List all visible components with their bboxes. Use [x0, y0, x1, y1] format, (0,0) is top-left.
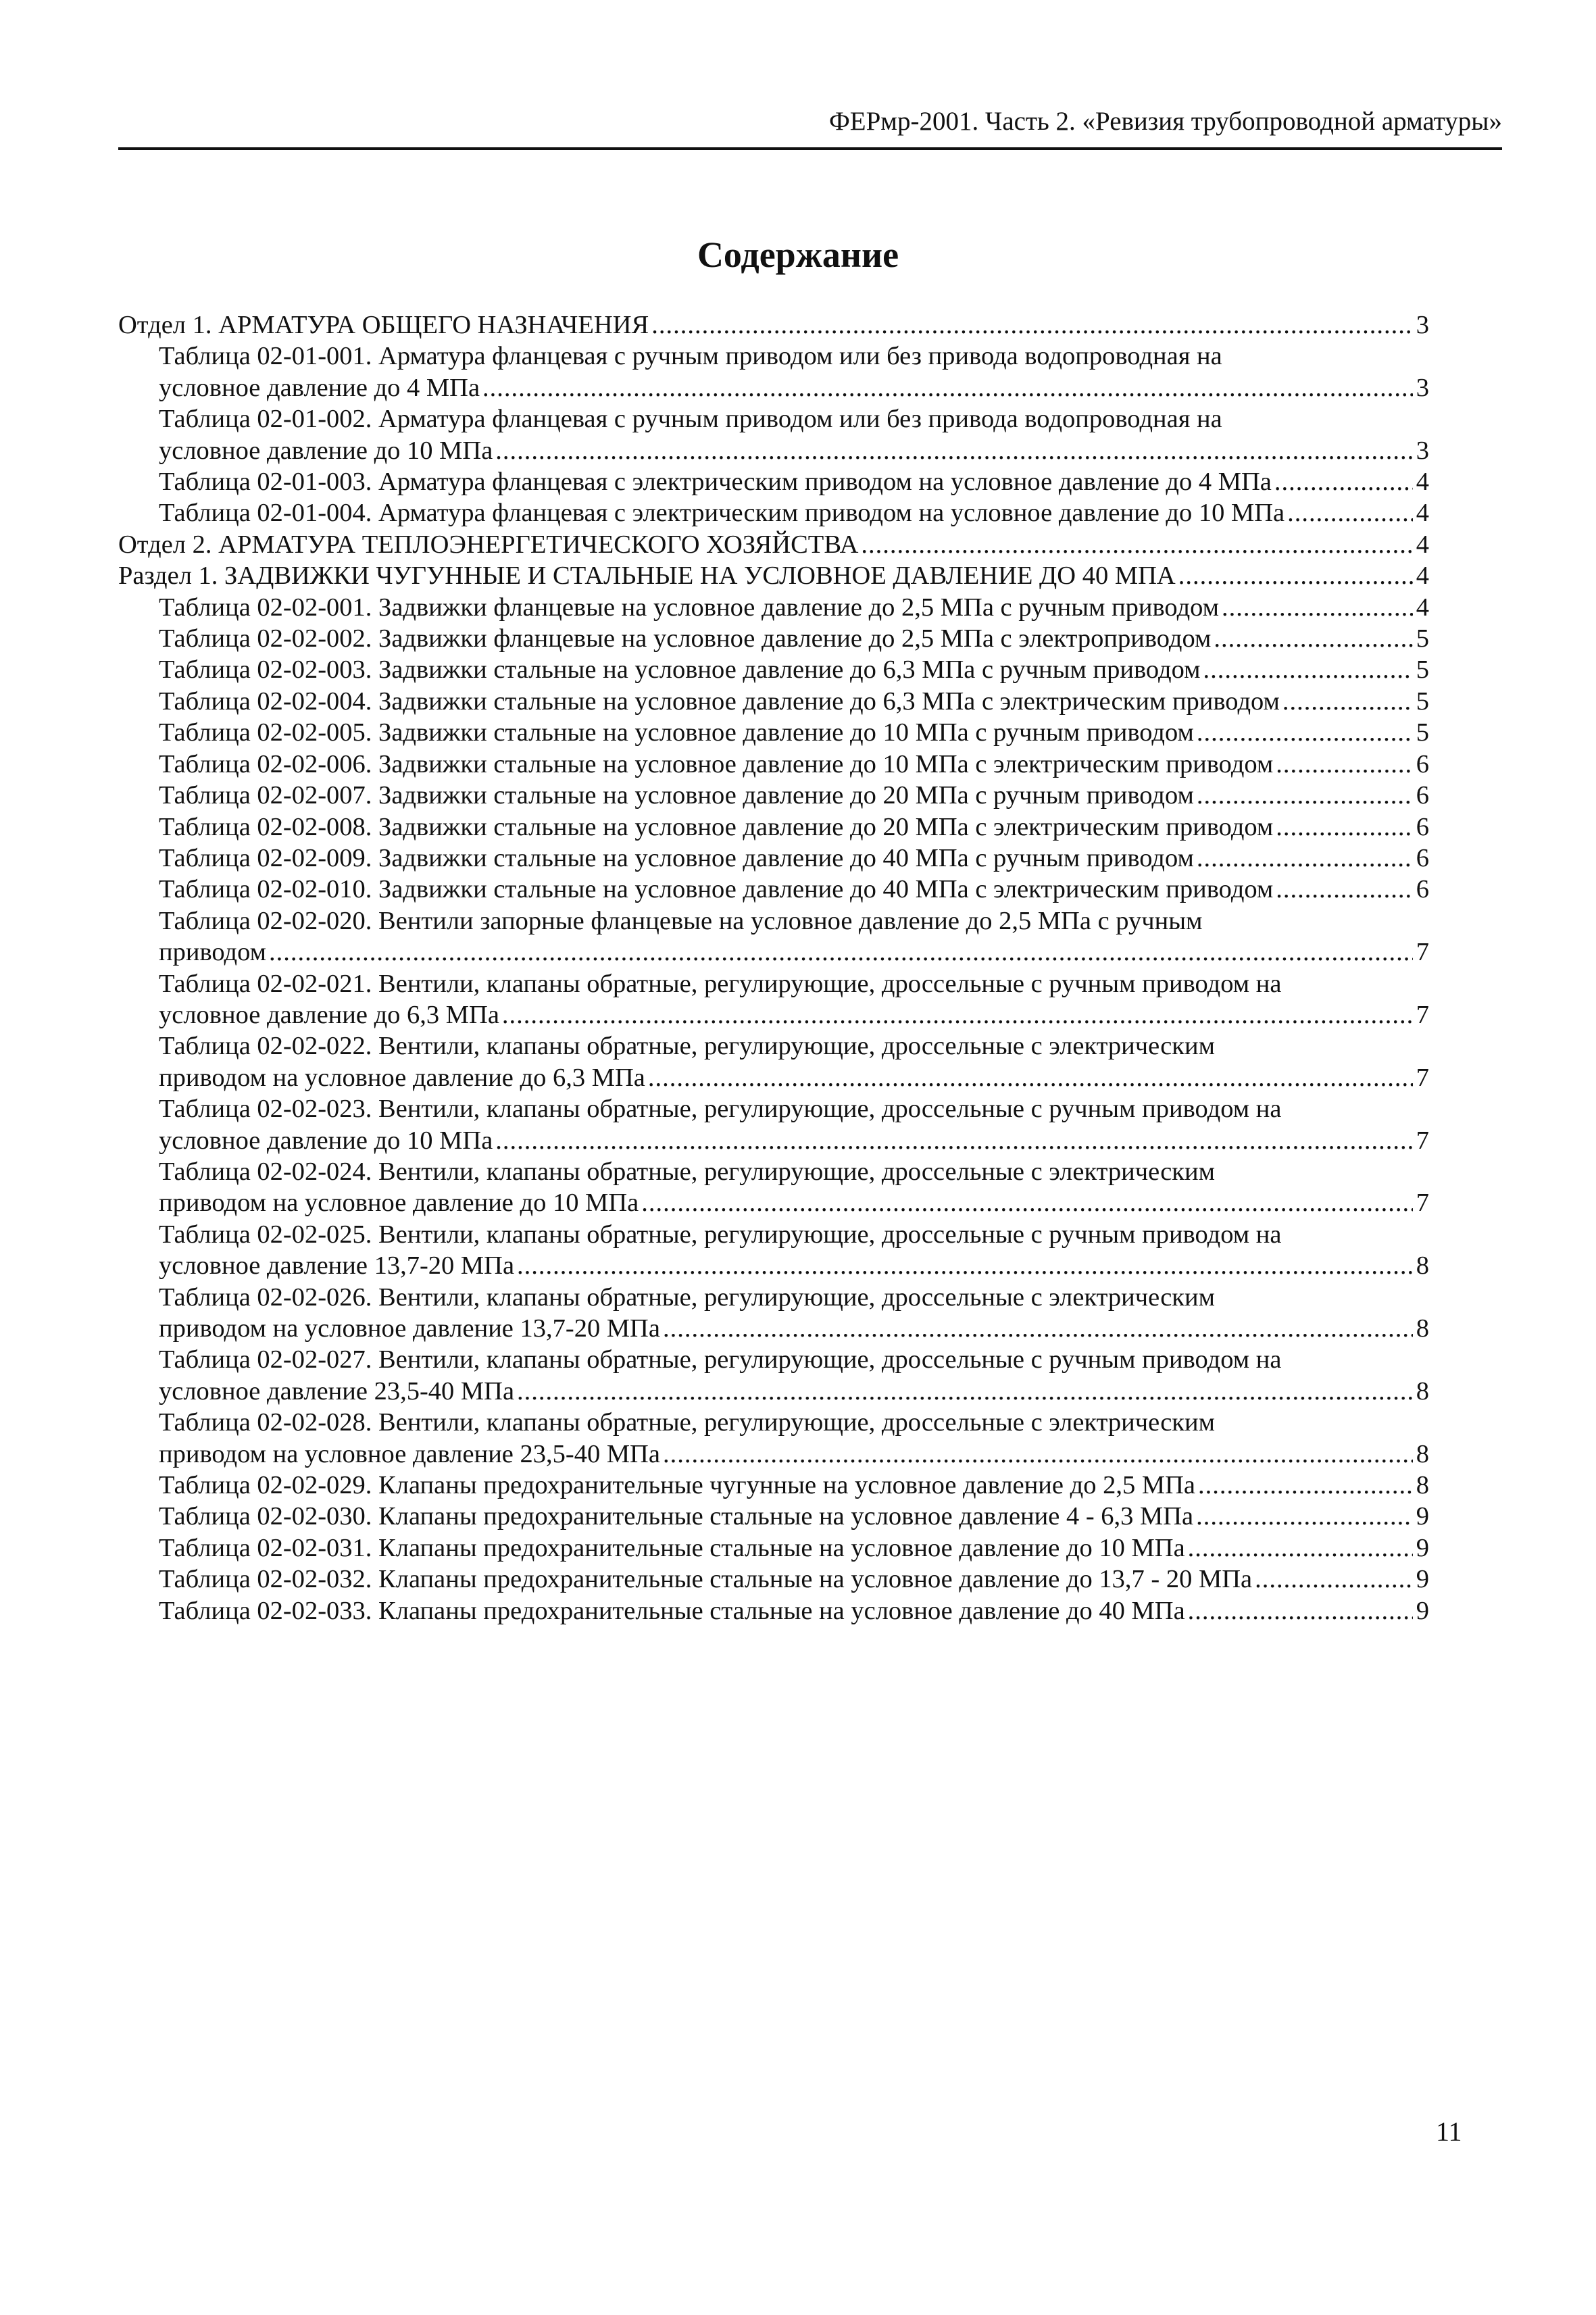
toc-entry-line — [159, 372, 1429, 403]
toc-dot-leader — [1196, 1501, 1413, 1532]
toc-entry-text: Таблица 02-02-029. Клапаны предохранительные чугунные на условное давление до 2,5 МПа — [159, 1471, 1195, 1500]
toc-page-number: 5 — [1416, 655, 1429, 684]
toc-page-number: 6 — [1416, 749, 1429, 778]
toc-page-number: 7 — [1416, 1126, 1429, 1155]
toc-table-entry[interactable] — [118, 497, 1429, 528]
toc-dot-leader — [1203, 654, 1413, 685]
toc-dot-leader — [1178, 560, 1413, 591]
toc-table-entry[interactable] — [118, 466, 1429, 497]
header-rule — [118, 147, 1502, 150]
toc-entry-text: приводом на условное давление до 6,3 МПа — [159, 1063, 645, 1092]
toc-table-entry[interactable] — [118, 812, 1429, 843]
toc-table-entry[interactable] — [118, 874, 1429, 905]
toc-table-entry[interactable] — [118, 1344, 1429, 1407]
toc-page-number: 8 — [1416, 1471, 1429, 1500]
toc-dot-leader — [1276, 874, 1413, 905]
toc-entry-text: Таблица 02-02-026. Вентили, клапаны обратные, регулирующие, дроссельные с электрическим — [159, 1283, 1215, 1312]
toc-dot-leader — [641, 1187, 1413, 1218]
toc-entry-line — [159, 1187, 1429, 1218]
toc-table-entry[interactable] — [118, 1564, 1429, 1595]
page-number: 11 — [1436, 2116, 1462, 2147]
toc-dot-leader — [482, 372, 1413, 403]
toc-dot-leader — [1214, 623, 1413, 654]
toc-table-entry[interactable] — [118, 717, 1429, 748]
toc-table-entry[interactable] — [118, 749, 1429, 780]
toc-page-number: 6 — [1416, 781, 1429, 810]
toc-page-number: 8 — [1416, 1439, 1429, 1468]
toc-entry-line — [159, 780, 1429, 811]
toc-entry-text: Таблица 02-02-027. Вентили, клапаны обратные, регулирующие, дроссельные с ручным приводом на — [159, 1345, 1282, 1374]
toc-entry-line — [159, 1439, 1429, 1470]
table-of-contents — [118, 309, 1429, 1626]
toc-entry-text: Таблица 02-02-010. Задвижки стальные на условное давление до 40 МПа с электрическим приводом — [159, 875, 1274, 904]
toc-entry-text: Таблица 02-02-008. Задвижки стальные на условное давление до 20 МПа с электрическим приводом — [159, 812, 1274, 841]
toc-table-entry[interactable] — [118, 1282, 1429, 1345]
toc-dot-leader — [648, 1062, 1413, 1093]
toc-entry-text: приводом на условное давление 23,5-40 МПа — [159, 1439, 660, 1468]
toc-entry-text: Отдел 2. АРМАТУРА ТЕПЛОЭНЕРГЕТИЧЕСКОГО ХОЗЯЙСТВА — [118, 530, 859, 559]
toc-entry-text: Таблица 02-02-002. Задвижки фланцевые на условное давление до 2,5 МПа с электроприводом — [159, 624, 1212, 653]
toc-page-number: 5 — [1416, 687, 1429, 716]
toc-entry-text: условное давление 13,7-20 МПа — [159, 1251, 515, 1280]
toc-entry-line — [159, 749, 1429, 780]
running-header: ФЕРмр-2001. Часть 2. «Ревизия трубопроводной арматуры» — [828, 107, 1502, 136]
toc-entry-text: Таблица 02-02-032. Клапаны предохранительные стальные на условное давление до 13,7 - 20 МПа — [159, 1565, 1253, 1594]
toc-page-number: 5 — [1416, 624, 1429, 653]
toc-entry-line — [159, 1595, 1429, 1626]
toc-page-number: 9 — [1416, 1565, 1429, 1594]
toc-entry-text: Таблица 02-02-023. Вентили, клапаны обратные, регулирующие, дроссельные с ручным приводом на — [159, 1095, 1282, 1124]
toc-dot-leader — [1276, 812, 1413, 843]
toc-table-entry[interactable] — [118, 1219, 1429, 1282]
toc-dot-leader — [1255, 1564, 1413, 1595]
toc-entry-line — [159, 497, 1429, 528]
toc-dot-leader — [1197, 780, 1413, 811]
toc-entry-text: Таблица 02-01-004. Арматура фланцевая с электрическим приводом на условное давление до 10 МПа — [159, 499, 1285, 528]
toc-entry-text: Таблица 02-01-002. Арматура фланцевая с ручным приводом или без привода водопроводная на — [159, 405, 1222, 434]
toc-dot-leader — [1188, 1595, 1413, 1626]
toc-entry-line — [159, 1564, 1429, 1595]
toc-entry-text: Таблица 02-01-001. Арматура фланцевая с ручным приводом или без привода водопроводная на — [159, 342, 1222, 371]
toc-page-number: 8 — [1416, 1314, 1429, 1343]
toc-dot-leader — [1287, 497, 1413, 528]
toc-entry-text: Таблица 02-02-004. Задвижки стальные на условное давление до 6,3 МПа с электрическим приводом — [159, 687, 1280, 716]
toc-entry-text: Таблица 02-02-003. Задвижки стальные на условное давление до 6,3 МПа с ручным приводом — [159, 655, 1201, 684]
toc-page-number: 4 — [1416, 593, 1429, 622]
toc-entry-line — [118, 309, 1429, 341]
toc-entry-line — [159, 999, 1429, 1030]
toc-entry-text: Таблица 02-02-033. Клапаны предохранительные стальные на условное давление до 40 МПа — [159, 1596, 1185, 1625]
toc-entry-text: Таблица 02-02-005. Задвижки стальные на условное давление до 10 МПа с ручным приводом — [159, 718, 1194, 747]
toc-table-entry[interactable] — [118, 968, 1429, 1031]
toc-page-number: 4 — [1416, 499, 1429, 528]
toc-dot-leader — [861, 529, 1413, 560]
toc-entry-text: условное давление 23,5-40 МПа — [159, 1376, 515, 1405]
toc-page-number: 6 — [1416, 875, 1429, 904]
toc-page-number: 4 — [1416, 562, 1429, 591]
toc-entry-text: Раздел 1. ЗАДВИЖКИ ЧУГУННЫЕ И СТАЛЬНЫЕ НА УСЛОВНОЕ ДАВЛЕНИЕ ДО 40 МПА — [118, 562, 1176, 591]
toc-entry-text: приводом — [159, 938, 266, 967]
toc-entry-text: Таблица 02-02-030. Клапаны предохранительные стальные на условное давление 4 - 6,3 МПа — [159, 1502, 1194, 1531]
toc-entry-line — [159, 686, 1429, 717]
toc-table-entry[interactable] — [118, 592, 1429, 623]
toc-dot-leader — [1276, 749, 1413, 780]
toc-table-entry[interactable] — [118, 1407, 1429, 1470]
toc-entry-text: приводом на условное давление 13,7-20 МПа — [159, 1314, 660, 1343]
toc-entry-text: Таблица 02-02-001. Задвижки фланцевые на условное давление до 2,5 МПа с ручным приводом — [159, 593, 1220, 622]
toc-dot-leader — [663, 1439, 1413, 1470]
toc-dot-leader — [663, 1313, 1413, 1344]
toc-entry-text: Таблица 02-02-031. Клапаны предохранительные стальные на условное давление до 10 МПа — [159, 1533, 1185, 1562]
toc-entry-line — [159, 937, 1429, 968]
toc-page-number: 9 — [1416, 1596, 1429, 1625]
toc-dot-leader — [1188, 1533, 1413, 1564]
toc-dot-leader — [1197, 843, 1413, 874]
toc-table-entry[interactable] — [118, 1093, 1429, 1156]
toc-table-entry[interactable] — [118, 780, 1429, 811]
toc-table-entry[interactable] — [118, 1595, 1429, 1626]
toc-entry-text: Таблица 02-02-009. Задвижки стальные на условное давление до 40 МПа с ручным приводом — [159, 843, 1194, 872]
toc-dot-leader — [517, 1250, 1413, 1281]
toc-dot-leader — [502, 999, 1413, 1030]
toc-entry-text: Таблица 02-02-021. Вентили, клапаны обратные, регулирующие, дроссельные с ручным приводом на — [159, 969, 1282, 998]
toc-dot-leader — [1282, 686, 1413, 717]
toc-table-entry[interactable] — [118, 1533, 1429, 1564]
toc-table-entry[interactable] — [118, 623, 1429, 654]
toc-section-entry[interactable] — [118, 309, 1429, 341]
toc-entry-text: Таблица 02-02-007. Задвижки стальные на условное давление до 20 МПа с ручным приводом — [159, 781, 1194, 810]
toc-entry-line — [159, 812, 1429, 843]
toc-table-entry[interactable] — [118, 1470, 1429, 1501]
toc-table-entry[interactable] — [118, 1030, 1429, 1093]
toc-entry-text: условное давление до 6,3 МПа — [159, 1000, 499, 1029]
toc-entry-line — [118, 560, 1429, 591]
toc-entry-line — [159, 1533, 1429, 1564]
toc-table-entry[interactable] — [118, 654, 1429, 685]
toc-entry-text: условное давление до 10 МПа — [159, 436, 493, 465]
toc-entry-line — [159, 1501, 1429, 1532]
toc-dot-leader — [1197, 717, 1413, 748]
toc-entry-line — [159, 592, 1429, 623]
toc-entry-line — [159, 843, 1429, 874]
toc-entry-text: Таблица 02-02-020. Вентили запорные фланцевые на условное давление до 2,5 МПа с ручным — [159, 906, 1203, 935]
toc-page-number: 8 — [1416, 1251, 1429, 1280]
toc-dot-leader — [1274, 466, 1413, 497]
toc-entry-text: условное давление до 10 МПа — [159, 1126, 493, 1155]
toc-dot-leader — [495, 1125, 1413, 1156]
toc-dot-leader — [1198, 1470, 1413, 1501]
toc-table-entry[interactable] — [118, 1156, 1429, 1219]
toc-entry-line — [159, 466, 1429, 497]
toc-entry-text: Таблица 02-02-022. Вентили, клапаны обратные, регулирующие, дроссельные с электрическим — [159, 1032, 1215, 1061]
toc-table-entry[interactable] — [118, 403, 1429, 466]
toc-page-number: 7 — [1416, 938, 1429, 967]
toc-entry-text: Таблица 02-02-024. Вентили, клапаны обратные, регулирующие, дроссельные с электрическим — [159, 1157, 1215, 1186]
toc-entry-line — [159, 1313, 1429, 1344]
toc-dot-leader — [651, 309, 1413, 341]
toc-entry-line — [159, 717, 1429, 748]
toc-page-number: 3 — [1416, 373, 1429, 402]
toc-entry-line — [118, 529, 1429, 560]
toc-table-entry[interactable] — [118, 843, 1429, 874]
toc-page-number: 4 — [1416, 530, 1429, 559]
toc-page-number: 3 — [1416, 311, 1429, 339]
toc-page-number: 7 — [1416, 1000, 1429, 1029]
toc-entry-line — [159, 1062, 1429, 1093]
toc-table-entry[interactable] — [118, 905, 1429, 968]
toc-page-number: 9 — [1416, 1533, 1429, 1562]
toc-entry-text: Таблица 02-01-003. Арматура фланцевая с электрическим приводом на условное давление до 4 МПа — [159, 468, 1272, 497]
toc-page-number: 5 — [1416, 718, 1429, 747]
toc-page-number: 4 — [1416, 468, 1429, 497]
toc-page-number: 6 — [1416, 812, 1429, 841]
toc-table-entry[interactable] — [118, 686, 1429, 717]
toc-page-number: 7 — [1416, 1189, 1429, 1218]
toc-entry-text: Таблица 02-02-025. Вентили, клапаны обратные, регулирующие, дроссельные с ручным приводом на — [159, 1220, 1282, 1249]
toc-page-number: 8 — [1416, 1376, 1429, 1405]
toc-page-number: 6 — [1416, 843, 1429, 872]
toc-entry-text: Отдел 1. АРМАТУРА ОБЩЕГО НАЗНАЧЕНИЯ — [118, 311, 649, 339]
toc-entry-line — [159, 654, 1429, 685]
toc-page-number: 7 — [1416, 1063, 1429, 1092]
page-title: Содержание — [697, 234, 899, 275]
toc-entry-line — [159, 1470, 1429, 1501]
toc-dot-leader — [269, 937, 1413, 968]
toc-table-entry[interactable] — [118, 341, 1429, 403]
toc-dot-leader — [517, 1376, 1413, 1407]
toc-entry-line — [159, 1250, 1429, 1281]
toc-entry-line — [159, 435, 1429, 466]
toc-entry-line — [159, 623, 1429, 654]
toc-entry-text: Таблица 02-02-028. Вентили, клапаны обратные, регулирующие, дроссельные с электрическим — [159, 1408, 1215, 1437]
toc-entry-text: приводом на условное давление до 10 МПа — [159, 1189, 639, 1218]
toc-entry-text: условное давление до 4 МПа — [159, 373, 480, 402]
toc-entry-line — [159, 1125, 1429, 1156]
toc-table-entry[interactable] — [118, 1501, 1429, 1532]
toc-page-number: 3 — [1416, 436, 1429, 465]
toc-entry-line — [159, 874, 1429, 905]
toc-section-entry[interactable] — [118, 529, 1429, 560]
toc-entry-line — [159, 1376, 1429, 1407]
toc-section-entry[interactable] — [118, 560, 1429, 591]
toc-page-number: 9 — [1416, 1502, 1429, 1531]
toc-dot-leader — [495, 435, 1413, 466]
toc-entry-text: Таблица 02-02-006. Задвижки стальные на условное давление до 10 МПа с электрическим приводом — [159, 749, 1274, 778]
toc-dot-leader — [1222, 592, 1413, 623]
